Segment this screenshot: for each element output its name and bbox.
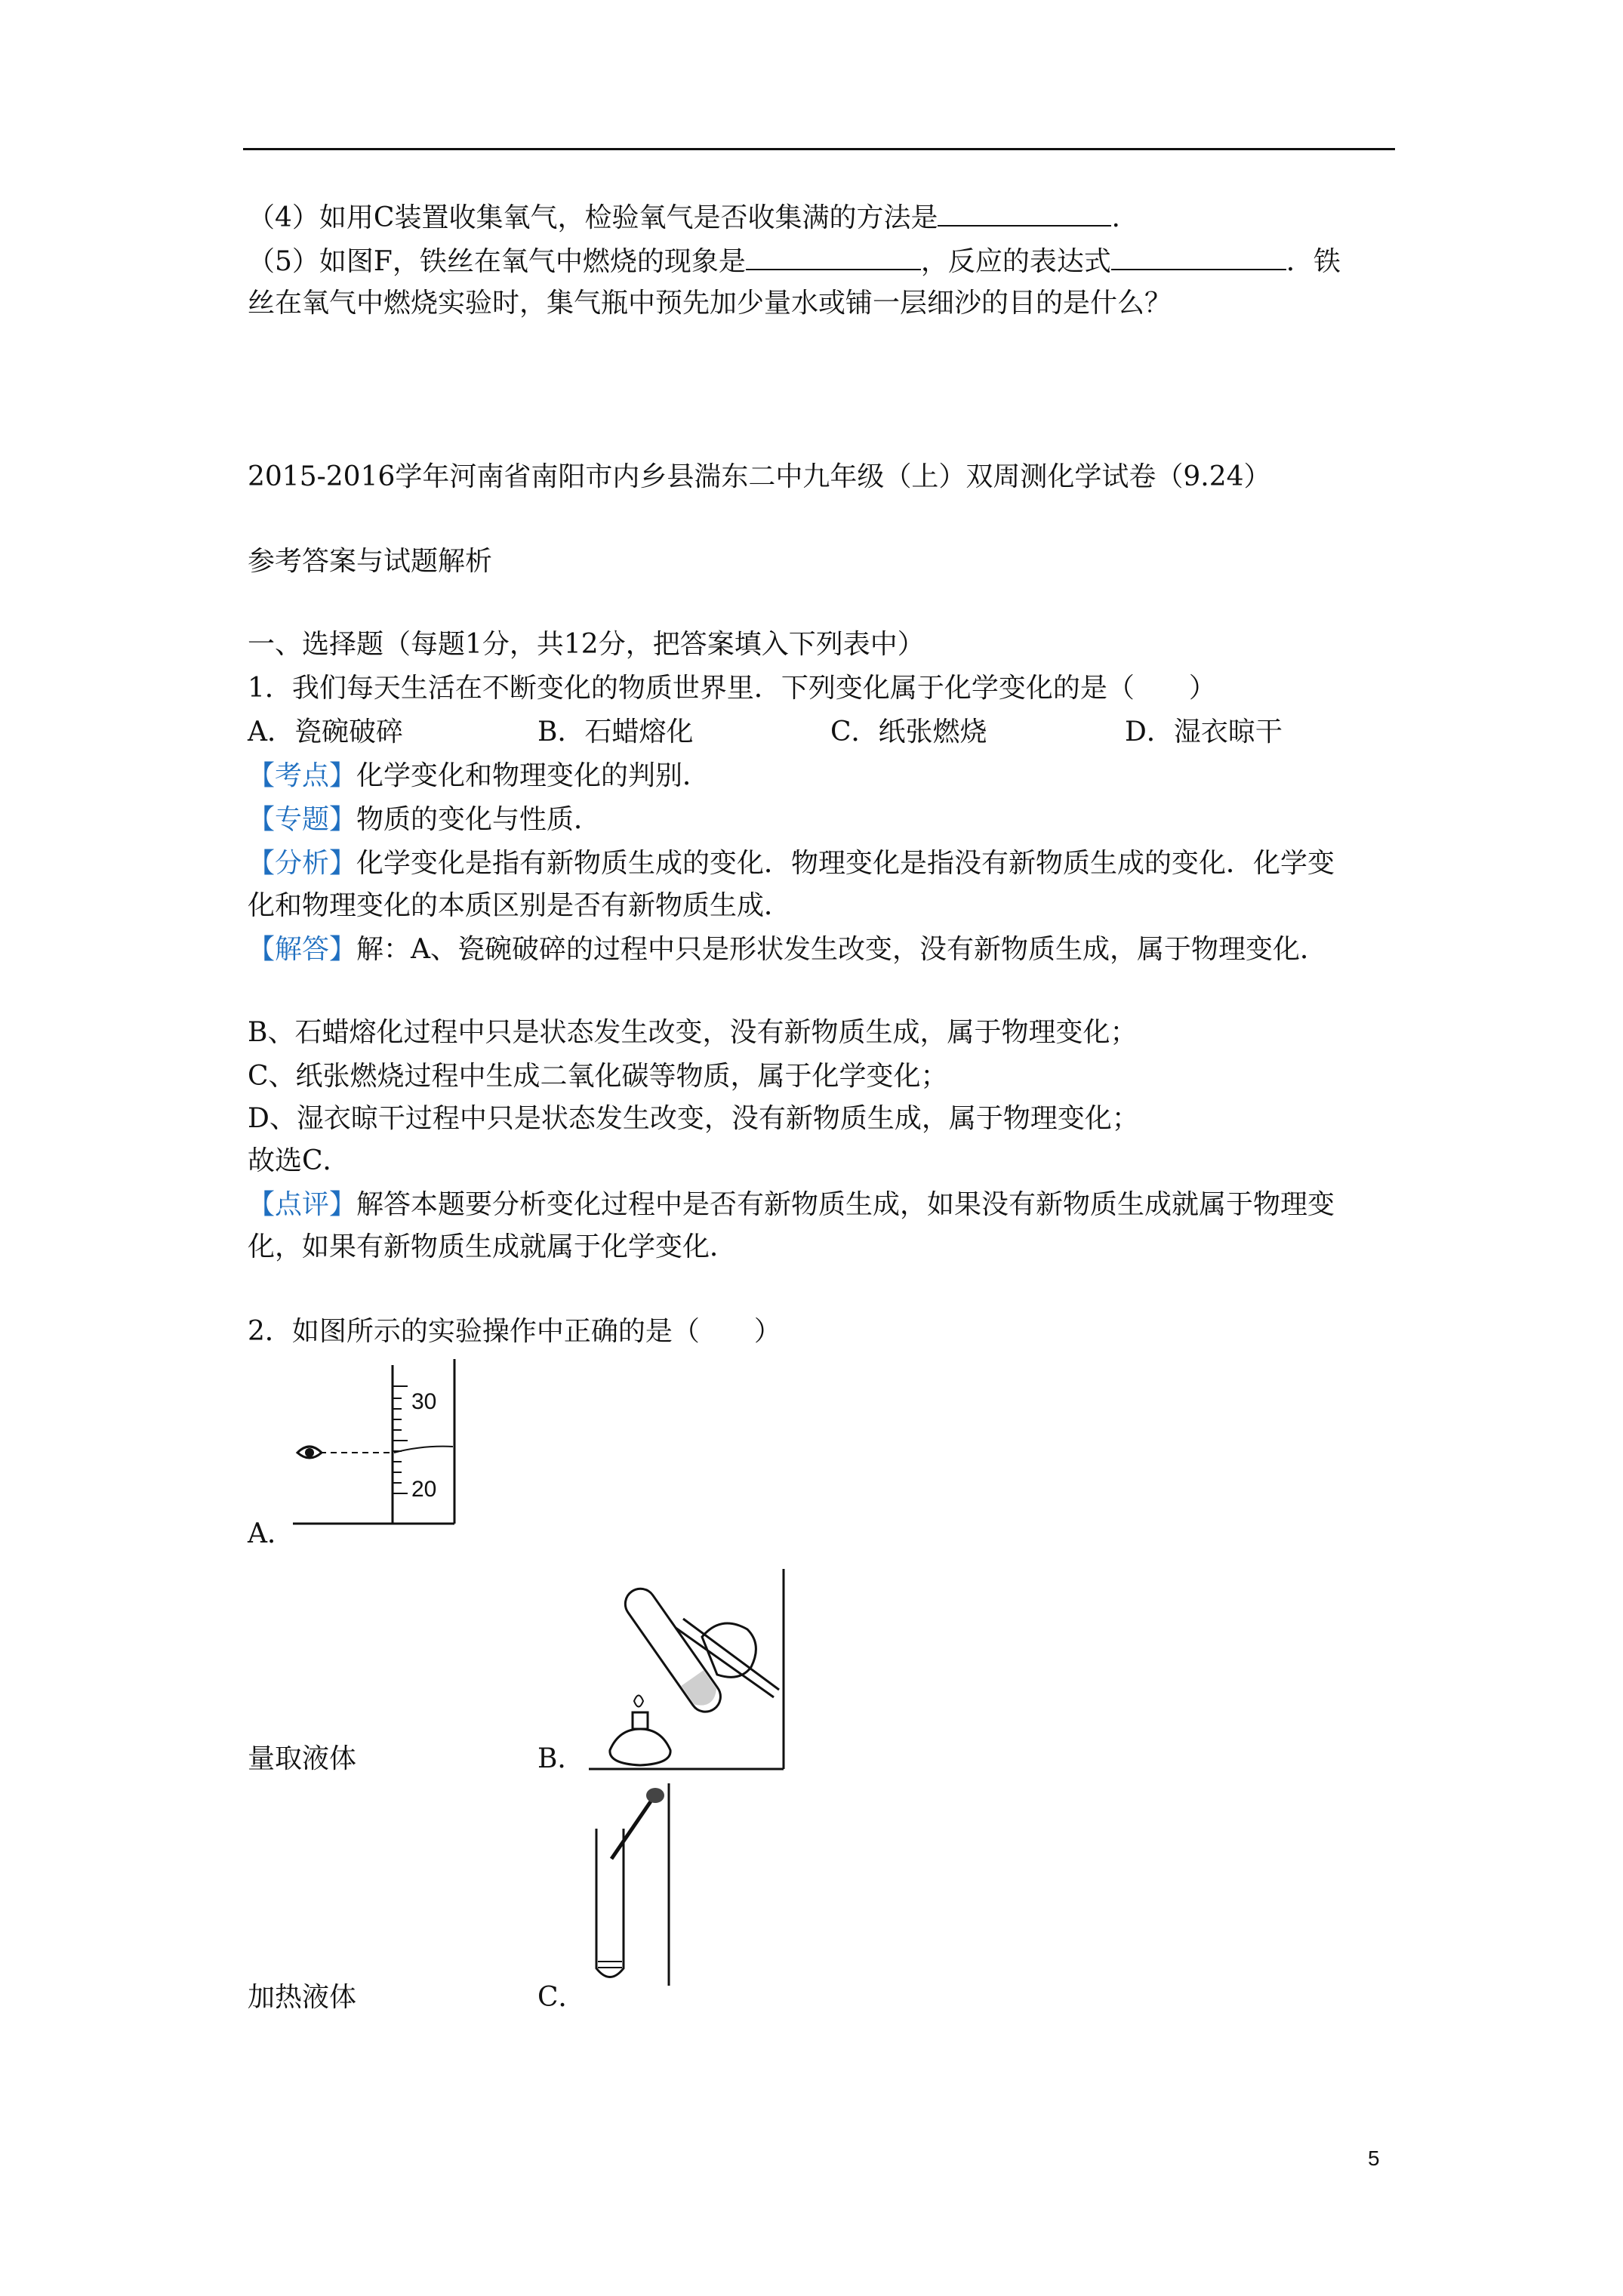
zhuanti-text: 物质的变化与性质．	[356, 804, 602, 835]
question-5-part-b: ，反应的表达式	[920, 246, 1111, 277]
dianping-line-1	[248, 1187, 1335, 1223]
question-4-text: （4）如用C装置收集氧气，检验氧气是否收集满的方法是	[248, 202, 938, 233]
graduated-cylinder-figure	[287, 1359, 483, 1529]
explanation-b: B、石蜡熔化过程中只是状态发生改变，没有新物质生成，属于物理变化；	[248, 1017, 1138, 1048]
figure-a-caption: 量取液体	[248, 1743, 357, 1774]
hand	[702, 1623, 756, 1677]
dropper	[611, 1788, 664, 1859]
alcohol-lamp	[610, 1696, 670, 1766]
tick-label-20: 20	[411, 1477, 437, 1502]
figure-a-label: A．	[248, 1518, 294, 1549]
answer-blank	[746, 243, 921, 270]
tick-label-30: 30	[411, 1389, 437, 1414]
explanation-c: C、纸张燃烧过程中生成二氧化碳等物质，属于化学变化；	[248, 1061, 948, 1092]
figure-c-label: C．	[537, 1982, 586, 2013]
document-title: 2015-2016学年河南省南阳市内乡县湍东二中九年级（上）双周测化学试卷（9.24）	[248, 461, 1271, 492]
header-rule	[243, 148, 1395, 150]
answer-heading: 参考答案与试题解析	[248, 546, 493, 577]
dropper-figure	[581, 1783, 672, 1987]
question-5-line-2: 丝在氧气中燃烧实验时，集气瓶中预先加少量水或铺一层细沙的目的是什么？	[248, 288, 1172, 319]
jieda-line	[248, 932, 1327, 968]
option-a: A．瓷碗破碎	[248, 717, 403, 747]
fenxi-tag: 【分析】	[248, 848, 357, 879]
explanation-d: D、湿衣晾干过程中只是状态发生改变，没有新物质生成，属于物理变化；	[248, 1103, 1139, 1134]
question-4	[248, 199, 1120, 236]
kaodian-line	[248, 758, 710, 794]
option-c: C．纸张燃烧	[830, 717, 987, 747]
dianping-text: 解答本题要分析变化过程中是否有新物质生成，如果没有新物质生成就属于物理变	[356, 1189, 1335, 1220]
zhuanti-tag: 【专题】	[248, 804, 357, 835]
page-number: 5	[1368, 2147, 1380, 2170]
answer-blank	[1111, 243, 1286, 270]
zhuanti-line	[248, 802, 601, 838]
kaodian-tag: 【考点】	[248, 760, 357, 791]
fenxi-line-1	[248, 846, 1335, 882]
question-5-part-c: ．铁	[1286, 246, 1341, 277]
item-2-stem: 2．如图所示的实验操作中正确的是（ ）	[248, 1316, 781, 1347]
figure-b-label: B．	[537, 1743, 585, 1774]
option-d: D．湿衣晾干	[1125, 717, 1283, 747]
figure-b-caption: 加热液体	[248, 1982, 357, 2013]
answer-line: 故选C．	[248, 1145, 350, 1176]
eye-icon	[297, 1447, 322, 1458]
meniscus	[394, 1447, 453, 1453]
question-4-tail: .	[1111, 202, 1120, 233]
fenxi-text: 化学变化是指有新物质生成的变化．物理变化是指没有新物质生成的变化．化学变	[356, 848, 1335, 879]
section-heading: 一、选择题（每题1分，共12分，把答案填入下列表中）	[248, 629, 925, 660]
answer-blank	[938, 199, 1111, 227]
question-5-line-1	[248, 243, 1341, 280]
question-5-part-a: （5）如图F，铁丝在氧气中燃烧的现象是	[248, 246, 746, 277]
item-1-stem: 1．我们每天生活在不断变化的物质世界里．下列变化属于化学变化的是（ ）	[248, 673, 1216, 704]
fenxi-line-2: 化和物理变化的本质区别是否有新物质生成．	[248, 890, 792, 921]
jieda-text: 解：A、瓷碗破碎的过程中只是形状发生改变，没有新物质生成，属于物理变化．	[356, 934, 1328, 965]
kaodian-text: 化学变化和物理变化的判别．	[356, 760, 710, 791]
jieda-tag: 【解答】	[248, 934, 357, 965]
heating-liquid-figure	[589, 1569, 787, 1771]
dianping-tag: 【点评】	[248, 1189, 357, 1220]
test-tube	[596, 1829, 624, 1977]
dianping-line-2: 化，如果有新物质生成就属于化学变化．	[248, 1231, 738, 1262]
option-b: B．石蜡熔化	[537, 717, 694, 747]
